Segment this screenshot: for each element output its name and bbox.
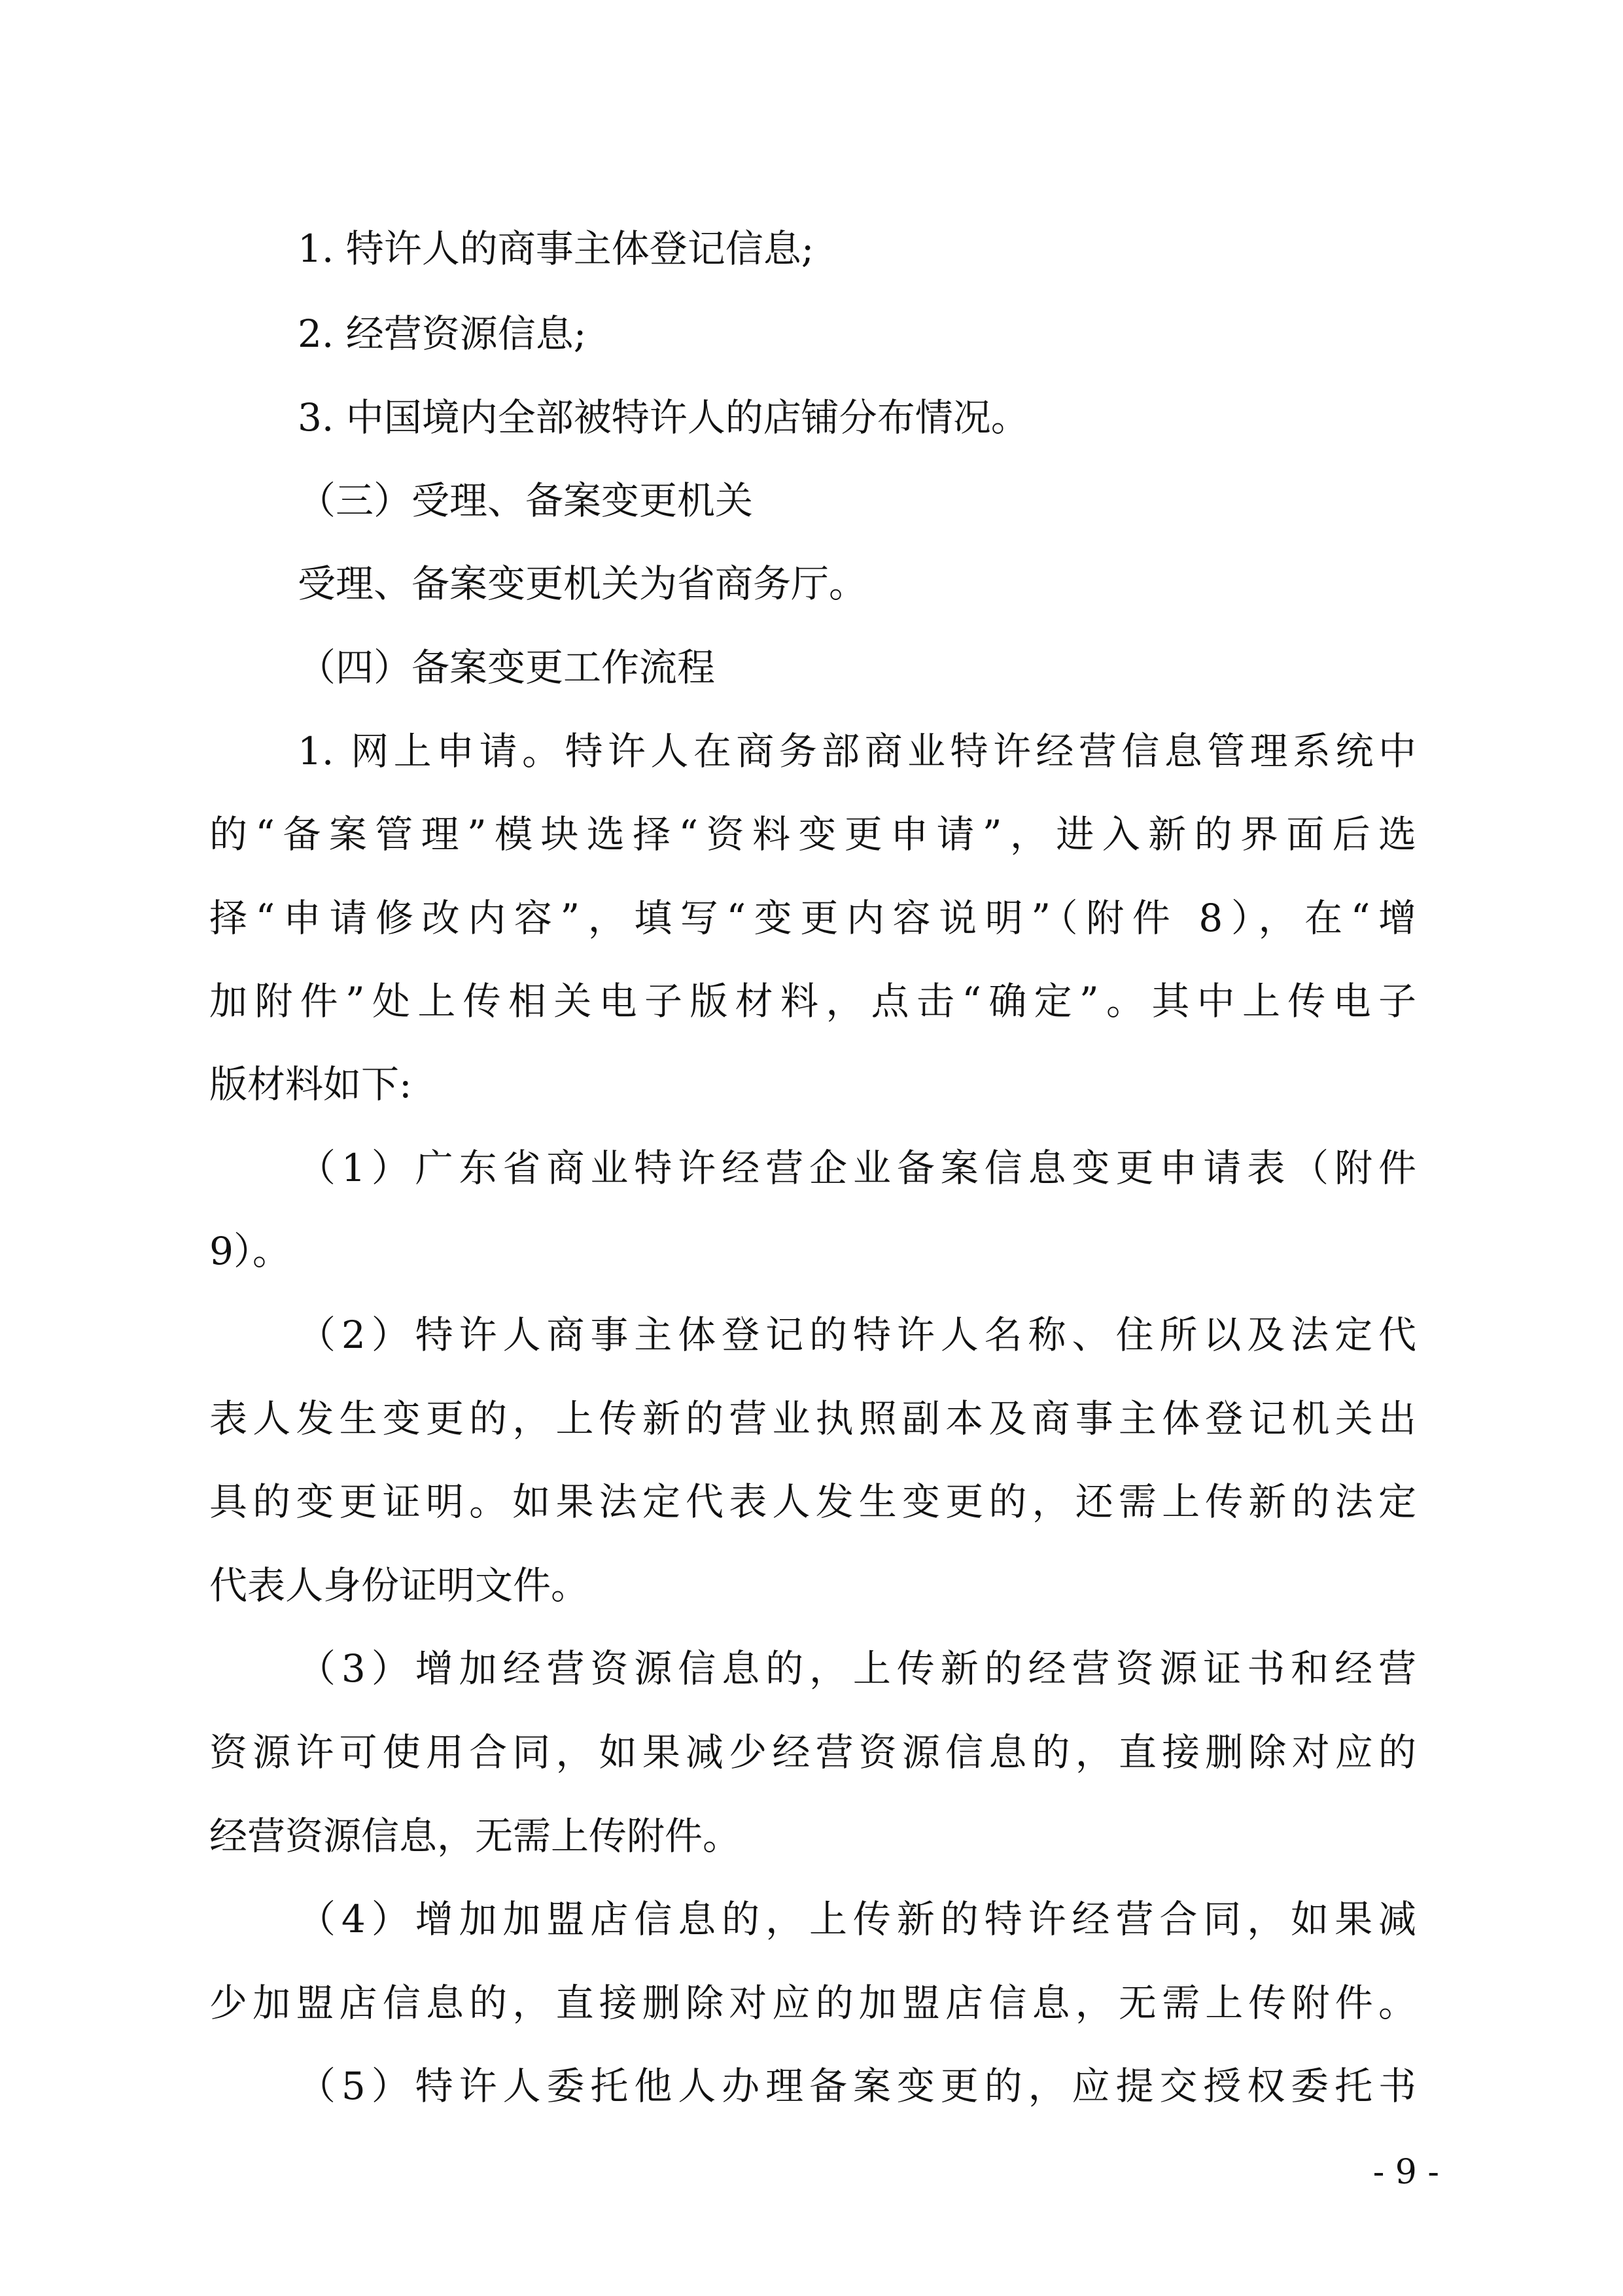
item4-line: （4）增加加盟店信息的，上传新的特许经营合同，如果减 <box>298 1897 1416 1941</box>
step1-line: 版材料如下: <box>209 1062 412 1106</box>
item2-line: 代表人身份证明文件。 <box>209 1563 589 1608</box>
list-item: 2. 经营资源信息; <box>298 311 587 356</box>
item2-line: 表人发生变更的，上传新的营业执照副本及商事主体登记机关出 <box>209 1396 1416 1441</box>
paragraph-acceptance-authority: 受理、备案变更机关为省商务厅。 <box>298 561 867 606</box>
item1-line: 9）。 <box>209 1229 290 1273</box>
item4-line: 少加盟店信息的，直接删除对应的加盟店信息，无需上传附件。 <box>209 1981 1416 2025</box>
step1-line: 1. 网上申请。特许人在商务部商业特许经营信息管理系统中 <box>298 729 1416 773</box>
item5-line: （5）特许人委托他人办理备案变更的，应提交授权委托书 <box>298 2064 1416 2108</box>
page-number: - 9 - <box>1372 2153 1439 2192</box>
step1-line: 的“备案管理”模块选择“资料变更申请”，进入新的界面后选 <box>209 812 1416 857</box>
item2-line: 具的变更证明。如果法定代表人发生变更的，还需上传新的法定 <box>209 1479 1416 1524</box>
section-heading-4: （四）备案变更工作流程 <box>298 645 716 690</box>
item3-line: 资源许可使用合同，如果减少经营资源信息的，直接删除对应的 <box>209 1730 1416 1775</box>
step1-line: 择“申请修改内容”，填写“变更内容说明”（附件 8），在“增 <box>209 896 1416 940</box>
item3-line: （3）增加经营资源信息的，上传新的经营资源证书和经营 <box>298 1646 1416 1691</box>
item3-line: 经营资源信息，无需上传附件。 <box>209 1814 741 1858</box>
section-heading-3: （三）受理、备案变更机关 <box>298 478 754 523</box>
list-item: 1. 特许人的商事主体登记信息; <box>298 226 814 271</box>
step1-line: 加附件”处上传相关电子版材料，点击“确定”。其中上传电子 <box>209 979 1416 1023</box>
item1-line: （1）广东省商业特许经营企业备案信息变更申请表（附件 <box>298 1146 1416 1190</box>
item2-line: （2）特许人商事主体登记的特许人名称、住所以及法定代 <box>298 1313 1416 1357</box>
list-item: 3. 中国境内全部被特许人的店铺分布情况。 <box>298 395 1029 440</box>
